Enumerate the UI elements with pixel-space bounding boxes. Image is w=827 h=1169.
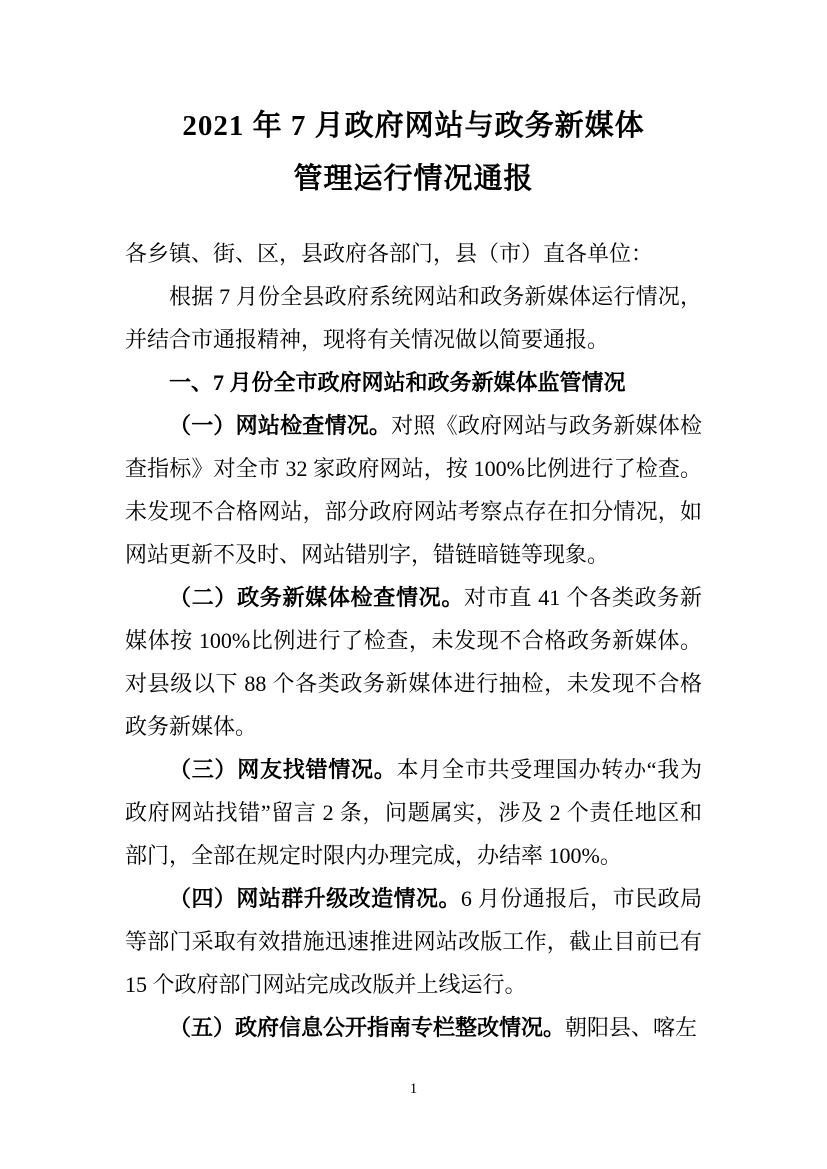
salutation-line: 各乡镇、街、区，县政府各部门，县（市）直各单位：	[125, 241, 654, 266]
document-content	[125, 0, 702, 1049]
item-5-lead: （五）政府信息公开指南专栏整改情况。	[169, 1015, 566, 1040]
item-3-lead: （三）网友找错情况。	[169, 757, 397, 782]
section-1-item-1	[125, 404, 702, 576]
item-4-lead: （四）网站群升级改造情况。	[169, 886, 461, 911]
section-1-item-3	[125, 748, 702, 877]
item-5-text: 朝阳县、喀左	[565, 1015, 698, 1040]
page-number: 1	[409, 1081, 418, 1097]
section-1-item-4	[125, 877, 702, 1006]
item-1-text: 对照《政府网站与政务新媒体检查指标》对全市 32 家政府网站，按 100%比例进行了检查。未发现不合格网站，部分政府网站考察点存在扣分情况，如网站更新不及时、网站错别字，错链暗链等现象。	[125, 413, 702, 567]
item-4-text: 6 月份通报后，市民政局等部门采取有效措施迅速推进网站改版工作，截止目前已有 15 个政府部门网站完成改版并上线运行。	[125, 886, 702, 997]
item-3-text: 本月全市共受理国办转办“我为政府网站找错”留言 2 条，问题属实，涉及 2 个责任地区和部门，全部在规定时限内办理完成，办结率 100%。	[125, 757, 702, 868]
intro-paragraph: 根据 7 月份全县政府系统网站和政务新媒体运行情况，并结合市通报精神，现将有关情况做以简要通报。	[125, 284, 702, 352]
title-line-1: 2021 年 7 月政府网站与政务新媒体	[182, 110, 645, 142]
section-1-item-5	[125, 1006, 702, 1049]
item-2-lead: （二）政务新媒体检查情况。	[169, 585, 465, 610]
item-2-text: 对市直 41 个各类政务新媒体按 100%比例进行了检查，未发现不合格政务新媒体。对县级以下 88 个各类政务新媒体进行抽检，未发现不合格政务新媒体。	[125, 585, 702, 739]
document-body	[125, 232, 702, 1049]
section-1-item-2	[125, 576, 702, 748]
section-1-heading: 一、7 月份全市政府网站和政务新媒体监管情况	[169, 370, 626, 395]
title-line-2: 管理运行情况通报	[293, 163, 534, 195]
item-1-lead: （一）网站检查情况。	[169, 413, 392, 438]
document-title	[125, 0, 702, 206]
